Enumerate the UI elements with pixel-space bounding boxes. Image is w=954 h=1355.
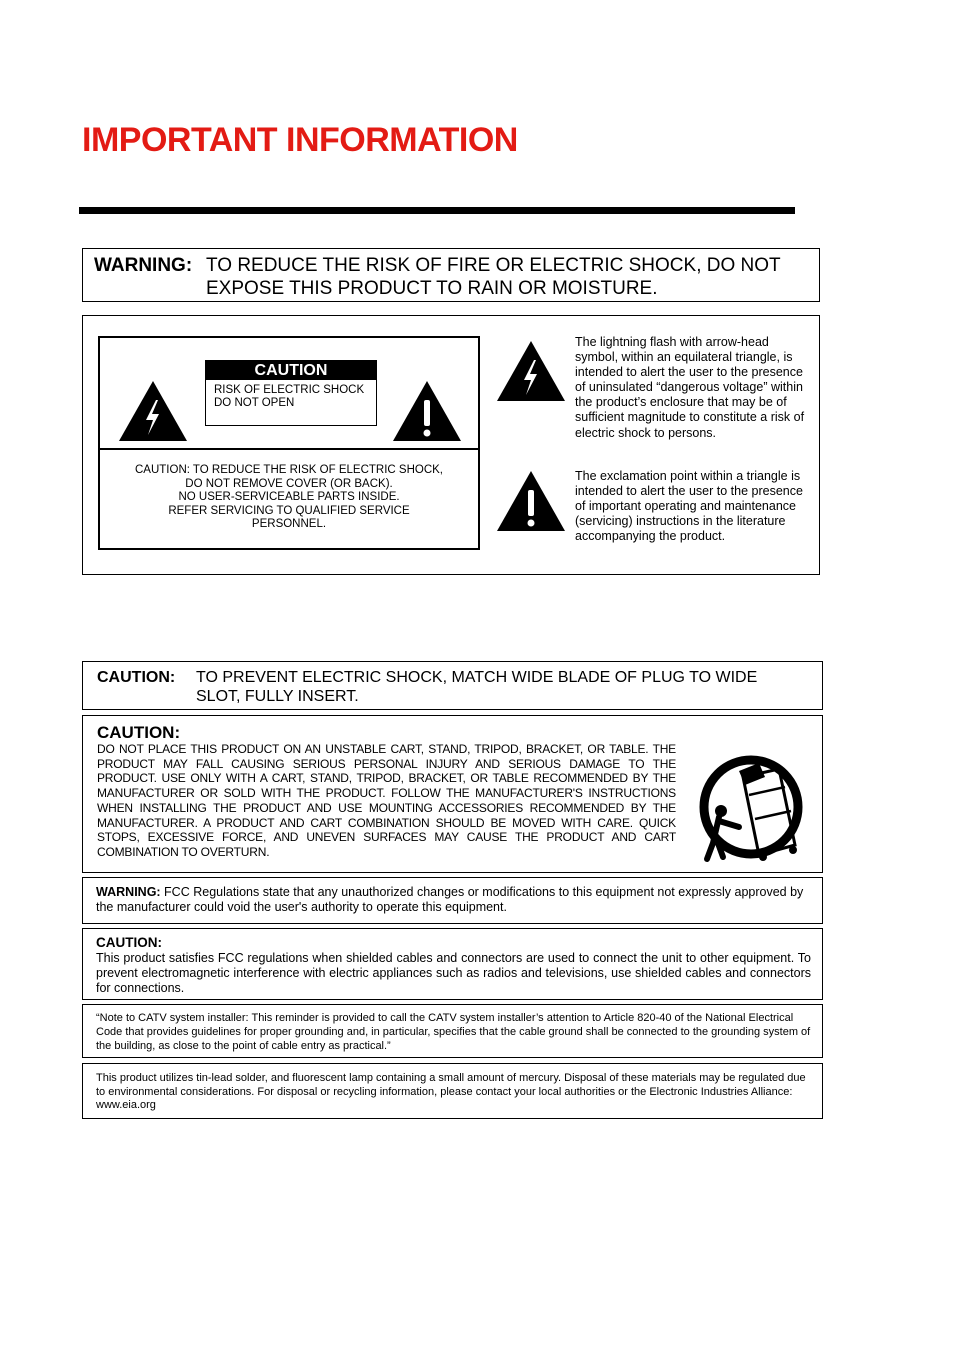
caution-lower-text bbox=[100, 464, 478, 532]
fcc-warning-text: FCC Regulations state that any unauthorized changes or modifications to this equipment not expressly approved by the manufacturer could void the user's authority to operate this equipment. bbox=[96, 885, 804, 914]
caution-lower-line: CAUTION: TO REDUCE THE RISK OF ELECTRIC SHOCK, bbox=[135, 464, 443, 476]
warning-label: WARNING: bbox=[94, 255, 193, 276]
warning-rain-box bbox=[82, 248, 820, 302]
caution-label-line: RISK OF ELECTRIC SHOCK bbox=[214, 384, 365, 396]
fcc-caution-box bbox=[82, 928, 823, 1000]
fcc-caution-header: CAUTION: bbox=[96, 935, 162, 950]
caution-label-panel bbox=[98, 336, 480, 550]
caution-label bbox=[205, 360, 377, 426]
exclamation-description: The exclamation point within a triangle is intended to alert the user to the presence of important operating and maintenance (servicing) instructions in the literature accompanying the product. bbox=[575, 469, 803, 544]
lightning-triangle-icon bbox=[118, 380, 188, 442]
caution-lower-line: DO NOT REMOVE COVER (OR BACK). bbox=[185, 477, 393, 490]
catv-note-text: “Note to CATV system installer: This reminder is provided to call the CATV system installer’s attention to Article 820-40 of the National Electrical Code that provides guidelines for proper grounding and, in particular, specifies that the cable ground shall be connected to the grounding system of the building, as close to the point of cable entry as practical.” bbox=[96, 1012, 811, 1052]
lightning-triangle-icon bbox=[495, 340, 567, 402]
catv-note-box bbox=[82, 1004, 823, 1058]
caution-label-line: DO NOT OPEN bbox=[214, 397, 295, 409]
lightning-description: The lightning flash with arrow-head symbol, within an equilateral triangle, is intended to alert the user to the presence of uninsulated “dangerous voltage” within the product’s enclosure that may be of sufficient magnitude to constitute a risk of electric shock to persons. bbox=[575, 335, 805, 440]
disposal-text: This product utilizes tin-lead solder, and fluorescent lamp containing a small amount of mercury. Disposal of these materials may be regulated due to environmental considerations. For disposal or recycling information, please contact your local authorities or the Electronic Industries Alliance: www.eia.org bbox=[96, 1072, 806, 1111]
fcc-caution-text: This product satisfies FCC regulations when shielded cables and connectors are used to connect the unit to other equipment. To prevent electromagnetic interference with electric appliances such as radios and televisions, use shielded cables and connectors for connections. bbox=[96, 951, 811, 995]
title-underline bbox=[79, 207, 795, 214]
page-title: IMPORTANT INFORMATION bbox=[82, 121, 518, 159]
caution-cart-box bbox=[82, 715, 823, 873]
no-tipping-cart-icon bbox=[699, 755, 803, 863]
exclamation-triangle-icon bbox=[392, 380, 462, 442]
exclamation-triangle-icon bbox=[495, 470, 567, 532]
caution-label-header: CAUTION bbox=[206, 361, 376, 380]
caution-lower-line: REFER SERVICING TO QUALIFIED SERVICE bbox=[168, 504, 410, 517]
fcc-warning-box bbox=[82, 877, 823, 924]
warning-text: TO REDUCE THE RISK OF FIRE OR ELECTRIC SHOCK, DO NOT EXPOSE THIS PRODUCT TO RAIN OR MOISTURE. bbox=[206, 255, 781, 299]
caution-cart-text: DO NOT PLACE THIS PRODUCT ON AN UNSTABLE CART, STAND, TRIPOD, BRACKET, OR TABLE. THE PRODUCT MAY FALL CAUSING SERIOUS PERSONAL INJURY AND SERIOUS DAMAGE TO THE PRODUCT. USE ONLY WITH A CART, STAND, TRIPOD, BRACKET, OR TABLE RECOMMENDED BY THE MANUFACTURER OR SOLD WITH THE PRODUCT. FOLLOW THE MANUFACTURER'S INSTRUCTIONS WHEN INSTALLING THE PRODUCT AND USE MOUNTING ACCESSORIES RECOMMENDED BY THE MANUFACTURER. A PRODUCT AND CART COMBINATION SHOULD BE MOVED WITH CARE. QUICK STOPS, EXCESSIVE FORCE, AND UNEVEN SURFACES MAY CAUSE THE PRODUCT AND CART COMBINATION TO OVERTURN. bbox=[97, 742, 676, 859]
fcc-warning-label: WARNING: bbox=[96, 885, 161, 899]
caution-cart-header: CAUTION: bbox=[97, 723, 181, 742]
caution-plug-text: TO PREVENT ELECTRIC SHOCK, MATCH WIDE BLADE OF PLUG TO WIDE SLOT, FULLY INSERT. bbox=[196, 669, 758, 705]
caution-lower-line: NO USER-SERVICEABLE PARTS INSIDE. bbox=[178, 491, 400, 504]
disposal-box bbox=[82, 1063, 823, 1119]
panel-divider bbox=[100, 448, 478, 450]
caution-lower-line: PERSONNEL. bbox=[251, 518, 327, 531]
caution-label: CAUTION: bbox=[97, 669, 176, 686]
caution-plug-box bbox=[82, 661, 823, 710]
